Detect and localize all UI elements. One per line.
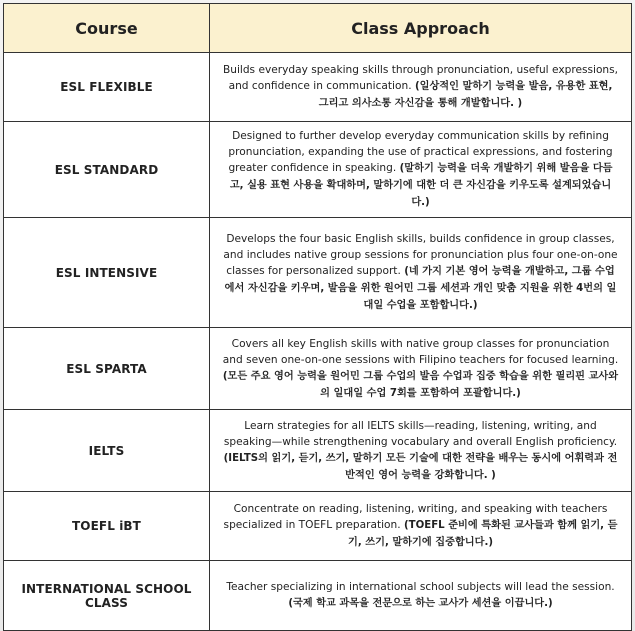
table-row — [4, 218, 632, 328]
course-name: TOEFL iBT — [4, 492, 210, 561]
description-english: Concentrate on reading, listening, writing, and speaking with teachers specialized in TOEFL preparation. — [223, 503, 608, 531]
course-name: ESL STANDARD — [4, 122, 210, 218]
table-row — [4, 328, 632, 410]
description-english: Learn strategies for all IELTS skills—reading, listening, writing, and speaking—while strengthening vocabulary and overall English proficiency. — [223, 419, 618, 448]
course-name: IELTS — [4, 410, 210, 492]
course-description — [210, 122, 632, 218]
course-column-header: Course — [4, 4, 210, 53]
description-english: Covers all key English skills with native group classes for pronunciation and seven one-on-one sessions with Filipino teachers for focused learning. — [222, 337, 619, 366]
course-description — [210, 218, 632, 328]
table-header-row — [4, 4, 632, 53]
course-description — [210, 410, 632, 492]
course-description — [210, 561, 632, 631]
course-name: ESL FLEXIBLE — [4, 53, 210, 122]
table-row — [4, 561, 632, 631]
description-korean: (국제 학교 과목을 전문으로 하는 교사가 세션을 이끕니다.) — [288, 598, 553, 609]
description-korean: (모든 주요 영어 능력을 원어민 그룹 수업의 발음 수업과 집중 학습을 위한 필리핀 교사와의 일대일 수업 7회를 포함하여 포괄합니다.) — [222, 370, 619, 399]
table-row — [4, 53, 632, 122]
table-row — [4, 410, 632, 492]
description-english: Builds everyday speaking skills through pronunciation, useful expressions, and confidence in communication. — [222, 64, 619, 92]
course-name: ESL SPARTA — [4, 328, 210, 410]
description-korean: (네 가지 기본 영어 능력을 개발하고, 그룹 수업에서 자신감을 키우며, 발음을 위한 원어민 그룹 세션과 개인 맞춤 지원을 위한 4번의 일대일 수업을 포함합니다.) — [224, 266, 617, 311]
description-english: Designed to further develop everyday communication skills by refining pronunciation, expanding the use of practical expressions, and fostering greater confidence in speaking. — [228, 130, 613, 174]
course-description — [210, 492, 632, 561]
description-korean: (IELTS의 읽기, 듣기, 쓰기, 말하기 모든 기술에 대한 전략을 배우는 동시에 어휘력과 전반적인 영어 능력을 강화합니다. ) — [223, 452, 618, 481]
description-korean: (TOEFL 준비에 특화된 교사들과 함께 읽기, 듣기, 쓰기, 말하기에 집중합니다.) — [348, 520, 618, 548]
approach-column-header: Class Approach — [210, 4, 632, 53]
course-approach-table — [3, 3, 632, 631]
description-english: Teacher specializing in international school subjects will lead the session. — [226, 581, 615, 593]
course-name: ESL INTENSIVE — [4, 218, 210, 328]
course-description — [210, 53, 632, 122]
course-name: INTERNATIONAL SCHOOL CLASS — [4, 561, 210, 631]
description-english: Develops the four basic English skills, builds confidence in group classes, and includes native group sessions for pronunciation plus four one-on-one classes for personalized support. — [223, 233, 618, 277]
description-korean: (말하기 능력을 더욱 개발하기 위해 발음을 다듬고, 실용 표현 사용을 확대하며, 말하기에 대한 더 큰 자신감을 키우도록 설계되었습니다.) — [229, 163, 613, 208]
table-row — [4, 122, 632, 218]
course-description — [210, 328, 632, 410]
description-korean: (일상적인 말하기 능력을 발음, 유용한 표현, 그리고 의사소통 자신감을 통해 개발합니다. ) — [318, 81, 613, 109]
table-row — [4, 492, 632, 561]
